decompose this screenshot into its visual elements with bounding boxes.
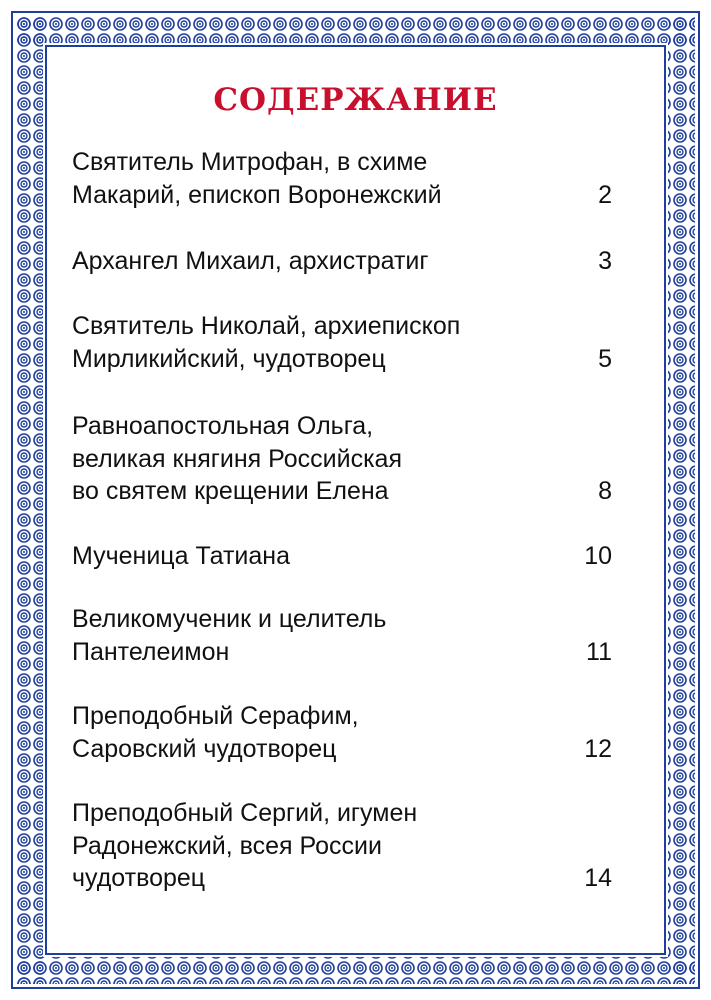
toc-entry[interactable] — [72, 540, 612, 573]
page-number: 5 — [598, 344, 612, 373]
entry-line: Архангел Михаил, архистратиг — [72, 247, 429, 275]
toc-entry[interactable] — [72, 410, 612, 508]
page-number: 3 — [598, 247, 612, 275]
toc-entry[interactable] — [72, 310, 612, 375]
entry-line: Равноапостольная Ольга, — [72, 412, 374, 440]
page-number: 2 — [598, 180, 612, 209]
page-number: 10 — [584, 542, 612, 570]
page-number: 11 — [586, 637, 612, 666]
entry-line: Преподобный Серафим, — [72, 702, 359, 730]
page-number: 8 — [598, 477, 612, 505]
entry-line: Мирликийский, чудотворец — [72, 344, 386, 373]
entry-line: Макарий, епископ Воронежский — [72, 180, 442, 209]
entry-line: Великомученик и целитель — [72, 605, 387, 633]
page-title: СОДЕРЖАНИЕ — [213, 82, 498, 118]
entry-line: великая княгиня Российская — [72, 444, 402, 473]
entry-line: Святитель Николай, архиепископ — [72, 312, 461, 340]
entry-line: Радонежский, всея России — [72, 831, 382, 860]
toc-entry[interactable] — [72, 603, 612, 668]
toc-entry[interactable] — [72, 245, 612, 278]
toc-entry[interactable] — [72, 797, 612, 895]
page-number: 14 — [584, 864, 612, 892]
toc-entry[interactable] — [72, 700, 612, 765]
entry-line: Святитель Митрофан, в схиме — [72, 148, 428, 176]
entry-line: чудотворец — [72, 864, 206, 892]
entry-line: Преподобный Сергий, игумен — [72, 799, 418, 827]
entry-line: Саровский чудотворец — [72, 734, 337, 763]
page-number: 12 — [584, 734, 612, 763]
entry-line: во святем крещении Елена — [72, 477, 389, 505]
toc-entry[interactable] — [72, 146, 612, 211]
entry-line: Пантелеимон — [72, 637, 230, 666]
entry-line: Мученица Татиана — [72, 542, 291, 570]
